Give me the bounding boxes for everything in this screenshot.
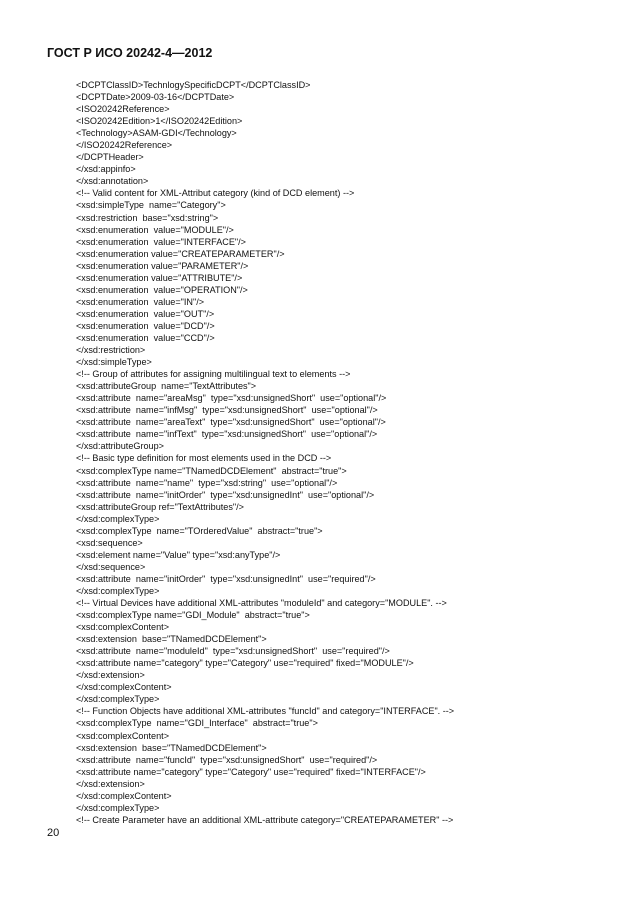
code-line: <xsd:complexType name="GDI_Interface" abstract="true"> [76,718,318,729]
code-line: <xsd:attributeGroup name="TextAttributes"> [76,381,257,392]
code-line: <xsd:enumeration value="OUT"/> [76,308,215,319]
code-line: <xsd:element name="Value" type="xsd:anyType"/> [76,549,281,560]
code-line: </xsd:simpleType> [76,357,152,368]
code-line: <xsd:attribute name="areaText" type="xsd:unsignedShort" use="optional"/> [76,417,386,428]
code-line: </ISO20242Reference> [76,140,173,151]
code-line: <xsd:complexType name="GDI_Module" abstract="true"> [76,610,310,621]
code-line: <xsd:enumeration value="CREATEPARAMETER"/> [76,248,285,259]
code-line: <xsd:restriction base="xsd:string"> [76,212,219,223]
code-line: </xsd:restriction> [76,345,146,356]
code-line: <xsd:attribute name="funcId" type="xsd:unsignedShort" use="required"/> [76,754,378,765]
code-line: </xsd:complexContent> [76,682,172,693]
code-line: <xsd:enumeration value="CCD"/> [76,332,215,343]
code-line: <xsd:extension base="TNamedDCDElement"> [76,634,267,645]
code-line: <xsd:attributeGroup ref="TextAttributes"/> [76,501,244,512]
code-line: <xsd:sequence> [76,537,143,548]
code-line: <xsd:enumeration value="OPERATION"/> [76,284,248,295]
xml-code-listing [76,79,616,826]
code-line: <xsd:complexContent> [76,622,170,633]
code-line: <xsd:enumeration value="ATTRIBUTE"/> [76,272,243,283]
code-line: <xsd:complexType name="TNamedDCDElement" abstract="true"> [76,465,347,476]
code-line: <!-- Basic type definition for most elements used in the DCD --> [76,453,332,464]
code-line: </xsd:complexType> [76,694,160,705]
code-line: <xsd:attribute name="category" type="Category" use="required" fixed="MODULE"/> [76,658,414,669]
code-line: <xsd:attribute name="infText" type="xsd:unsignedShort" use="optional"/> [76,429,378,440]
page-number: 20 [47,827,60,839]
code-line: <xsd:enumeration value="IN"/> [76,296,205,307]
code-line: <!-- Virtual Devices have additional XML-attributes "moduleId" and category="MODULE". --> [76,598,447,609]
code-line: <xsd:simpleType name="Category"> [76,200,226,211]
code-line: <!-- Create Parameter have an additional XML-attribute category="CREATEPARAMETER" --> [76,814,454,825]
code-line: </DCPTHeader> [76,152,144,163]
code-line: <xsd:attribute name="category" type="Category" use="required" fixed="INTERFACE"/> [76,766,426,777]
code-line: <xsd:enumeration value="INTERFACE"/> [76,236,246,247]
code-line: <xsd:attribute name="initOrder" type="xsd:unsignedInt" use="required"/> [76,573,376,584]
code-line: <xsd:enumeration value="MODULE"/> [76,224,234,235]
code-line: <xsd:extension base="TNamedDCDElement"> [76,742,267,753]
code-line: <ISO20242Reference> [76,104,170,115]
code-line: <xsd:enumeration value="PARAMETER"/> [76,260,249,271]
code-line: </xsd:annotation> [76,176,149,187]
code-line: </xsd:attributeGroup> [76,441,164,452]
code-line: </xsd:sequence> [76,561,146,572]
code-line: <xsd:attribute name="moduleId" type="xsd:unsignedShort" use="required"/> [76,646,390,657]
code-line: <xsd:complexContent> [76,730,170,741]
document-header: ГОСТ Р ИСО 20242-4—2012 [47,46,213,60]
code-line: <Technology>ASAM-GDI</Technology> [76,128,237,139]
code-line: <!-- Valid content for XML-Attribut category (kind of DCD element) --> [76,188,355,199]
code-line: <xsd:attribute name="initOrder" type="xsd:unsignedInt" use="optional"/> [76,489,375,500]
code-line: <!-- Function Objects have additional XML-attributes "funcId" and category="INTERFACE". --> [76,706,455,717]
code-line: <DCPTDate>2009-03-16</DCPTDate> [76,92,235,103]
code-line: </xsd:extension> [76,778,145,789]
code-line: </xsd:complexType> [76,802,160,813]
code-line: <DCPTClassID>TechnlogySpecificDCPT</DCPTClassID> [76,80,311,90]
code-line: </xsd:extension> [76,670,145,681]
code-line: <xsd:complexType name="TOrderedValue" abstract="true"> [76,525,323,536]
code-line: <xsd:attribute name="name" type="xsd:string" use="optional"/> [76,477,338,488]
code-line: <!-- Group of attributes for assigning multilingual text to elements --> [76,369,351,380]
code-line: <xsd:enumeration value="DCD"/> [76,320,215,331]
code-line: <xsd:attribute name="areaMsg" type="xsd:unsignedShort" use="optional"/> [76,393,387,404]
code-line: </xsd:complexType> [76,585,160,596]
code-line: </xsd:complexType> [76,513,160,524]
code-line: <xsd:attribute name="infMsg" type="xsd:unsignedShort" use="optional"/> [76,405,378,416]
code-line: <ISO20242Edition>1</ISO20242Edition> [76,116,243,127]
code-line: </xsd:appinfo> [76,164,136,175]
code-line: </xsd:complexContent> [76,790,172,801]
